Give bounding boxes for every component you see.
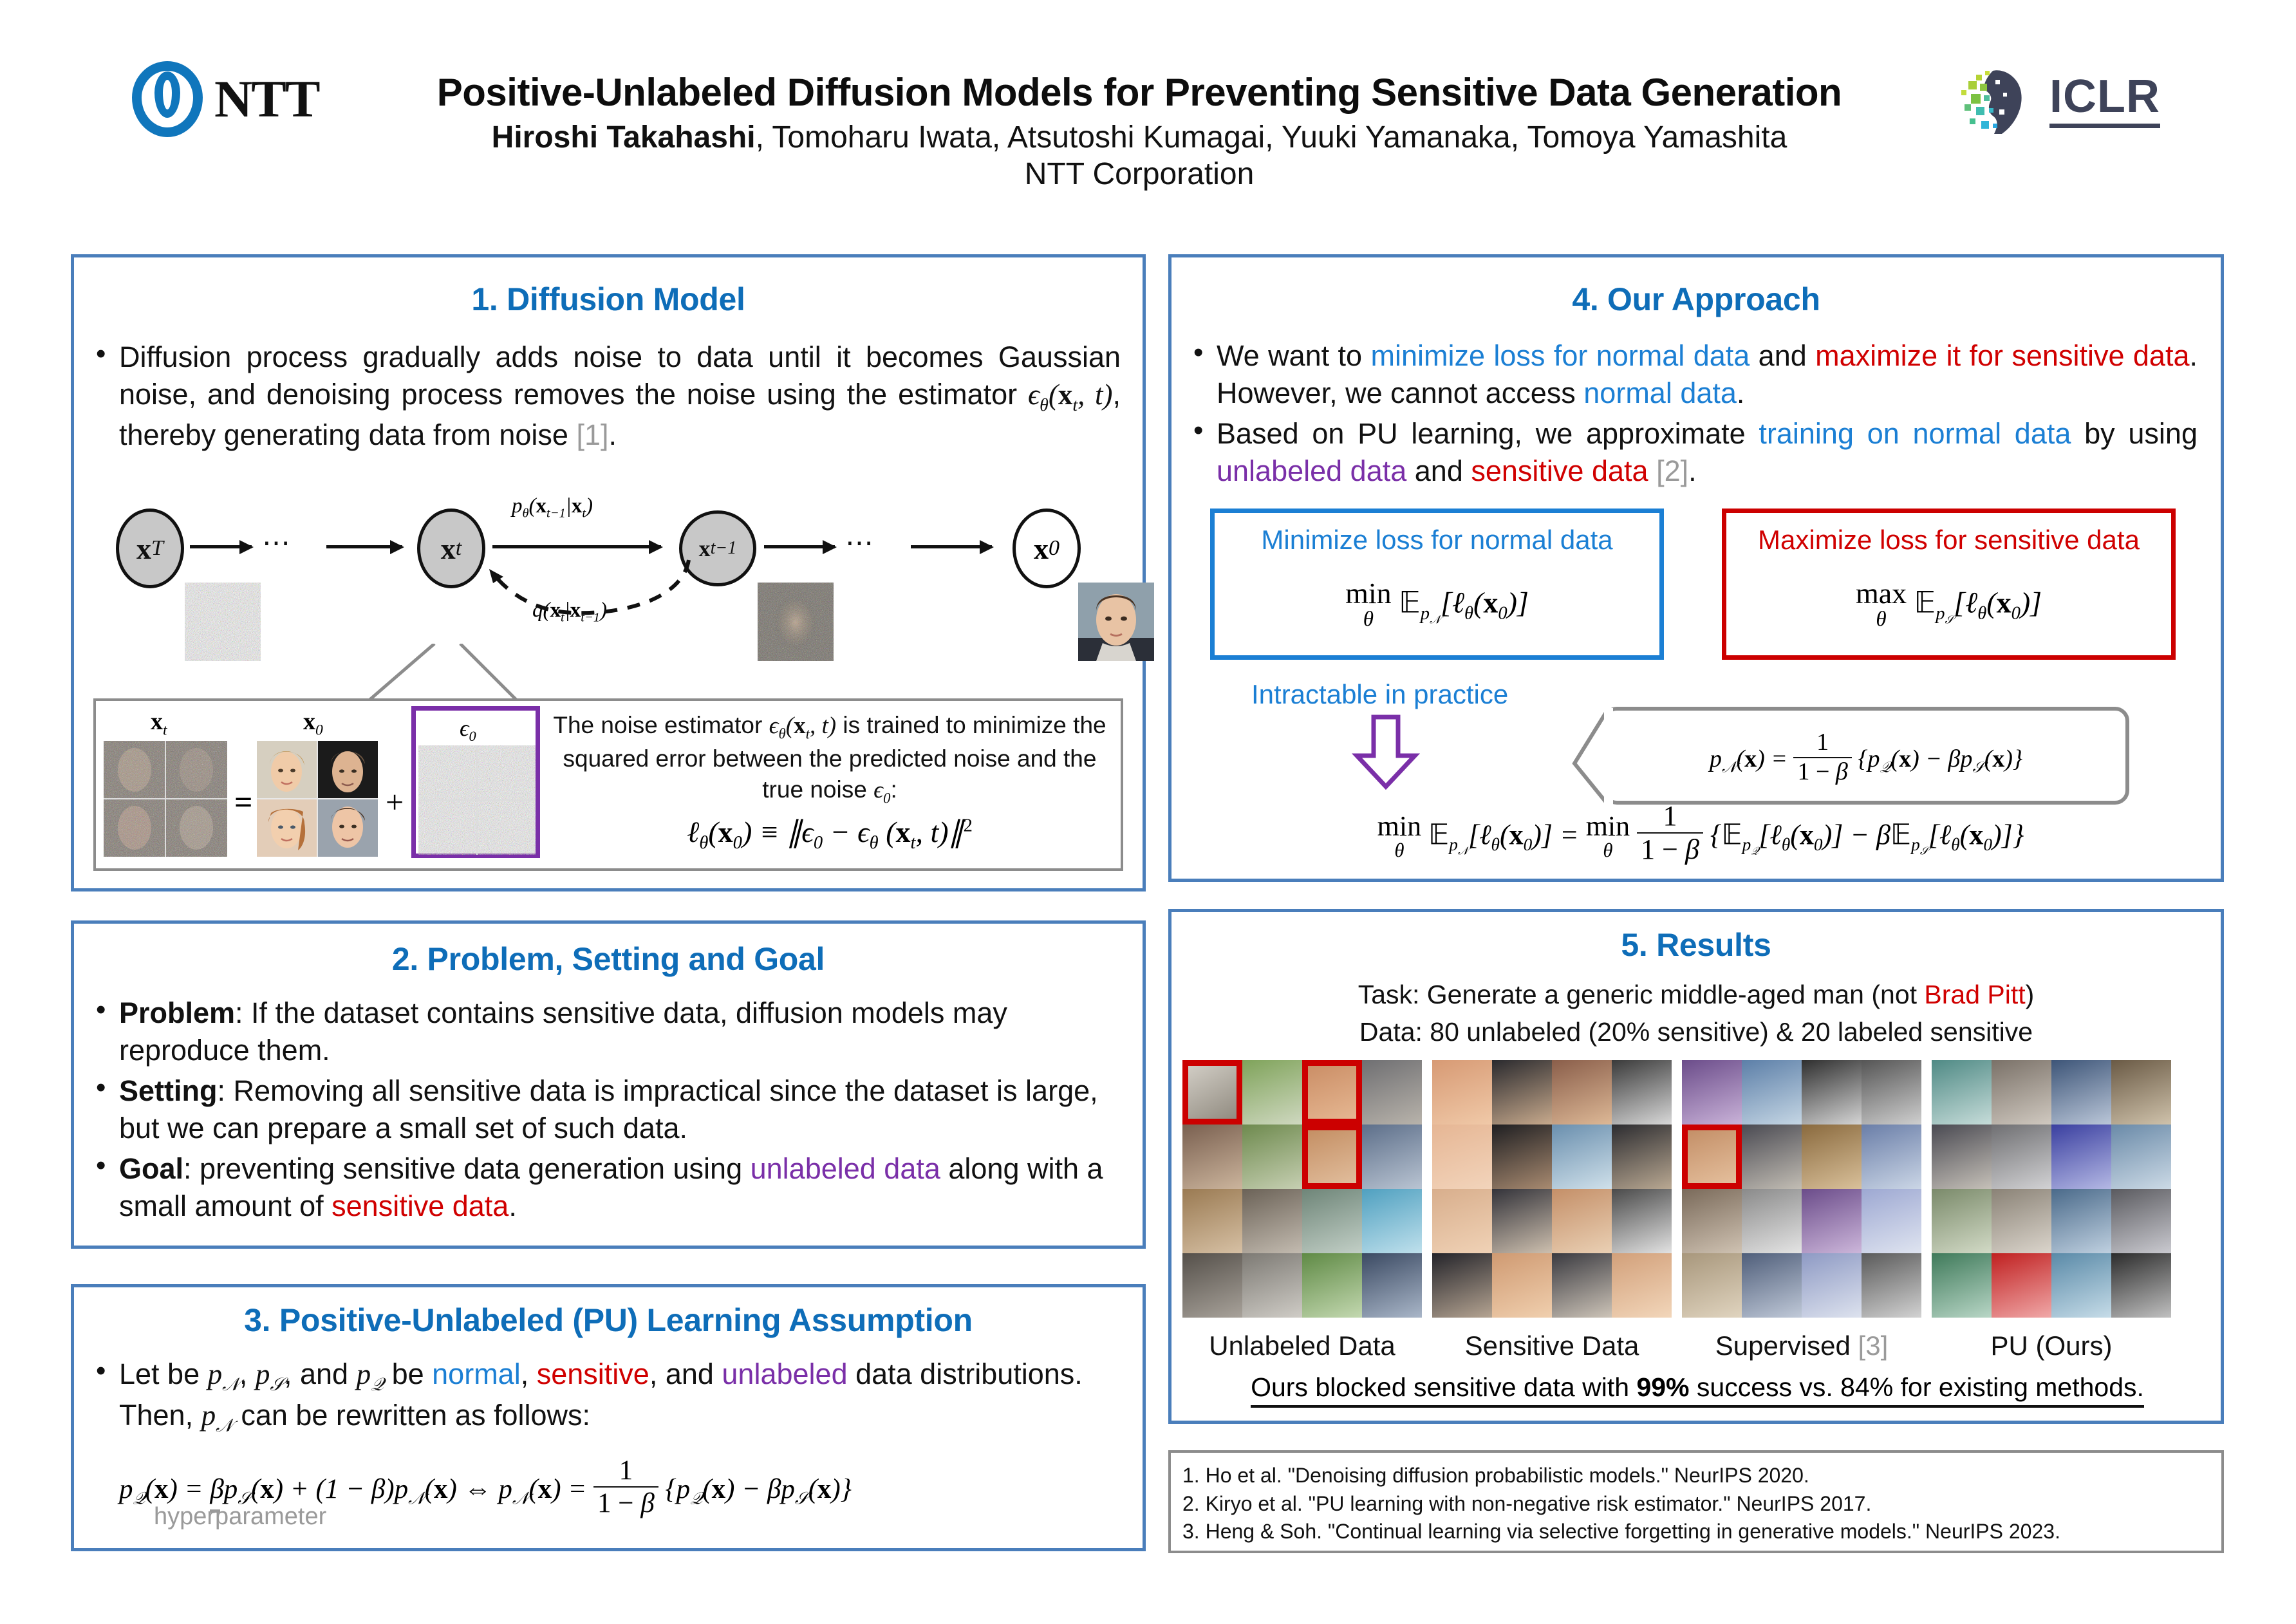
reference-item: 2. Kiryo et al. "PU learning with non-negative risk estimator." NeurIPS 2017.	[1182, 1491, 1872, 1515]
section1-title: 1. Diffusion Model	[471, 281, 745, 317]
grid-cell	[1432, 1125, 1492, 1189]
node-xt: x t	[417, 509, 485, 588]
iclr-head-icon	[1957, 64, 2033, 136]
noise-estimator-box	[93, 698, 1123, 871]
pn-callout-formula: $p_𝒩(x)$ = $\frac{1}{1 - \beta}$ $\{p_𝒬(x) - \beta p_𝒮(x)\}$	[1709, 729, 2023, 785]
results-grid-sensitive	[1432, 1060, 1672, 1318]
noise-estimator-text	[553, 710, 1106, 808]
maximize-box-title: Maximize loss for sensitive data	[1758, 525, 2140, 555]
s1-text-a: Diffusion process gradually adds noise to data until it becomes Gaussian noise, and denoising process removes the noise using the estimator	[119, 341, 1121, 411]
s2-goal-unlabeled: unlabeled data	[750, 1152, 940, 1186]
grid-label-pu-ours: PU (Ours)	[1990, 1330, 2113, 1361]
s4-b1-blue: minimize loss for normal data	[1370, 339, 1750, 372]
grid-cell	[2051, 1253, 2111, 1318]
panel-our-approach	[1168, 254, 2224, 882]
grid-cell	[1362, 1253, 1422, 1318]
title-block	[360, 71, 1918, 193]
reference-item: 3. Heng & Soh. "Continual learning via selective forgetting in generative models." NeurIPS 2023.	[1182, 1520, 2060, 1544]
s3-pu: $p_𝒬$	[356, 1358, 384, 1395]
s3-ps: $p_𝒮$	[255, 1358, 284, 1395]
results-grid-unlabeled	[1182, 1060, 1422, 1318]
label-q: $q(x_t|x_{t-1})$	[532, 599, 607, 625]
s3-b: be	[384, 1358, 433, 1390]
grid-cell	[1742, 1125, 1802, 1189]
ellipsis-right: ⋯	[845, 527, 877, 559]
poster-header	[0, 0, 2296, 212]
s4-b2a: Based on PU learning, we approximate	[1217, 417, 1759, 451]
list-item	[91, 1072, 1122, 1146]
s1-ref: [1]	[576, 418, 609, 452]
task-text-b: )	[2025, 980, 2035, 1009]
s3-pn: $p_𝒩$	[207, 1358, 239, 1395]
grid-cell	[1612, 1125, 1672, 1189]
section4-bullets	[1188, 337, 2198, 489]
ntt-mark-icon	[132, 61, 203, 137]
grid-cell	[1612, 1060, 1672, 1125]
grid-cell	[1862, 1125, 1921, 1189]
list-item	[91, 1150, 1122, 1224]
grid-label-sensitive: Sensitive Data	[1464, 1330, 1639, 1361]
ntt-wordmark: NTT	[214, 70, 319, 128]
iclr-wordmark: ICLR	[2049, 73, 2160, 128]
s4-b2-blue: training on normal data	[1759, 417, 2071, 451]
operator-plus: +	[386, 784, 404, 820]
final-derivation-formula: min θ $𝔼_{p_𝒩}[\ell_\theta(x_0)]$ = min θ $\frac{1}{1 - \beta}$ {$𝔼_{p_𝒬}[\ell_\theta(x_0)]$ − $\beta 𝔼_{p_𝒮}[\ell_\theta(x_0)]$}	[1377, 800, 2024, 866]
task-text-a: Task: Generate a generic middle-aged man (not	[1358, 980, 1925, 1009]
grid-cell	[1362, 1125, 1422, 1189]
pn-callout-box	[1603, 707, 2129, 805]
operator-equals: =	[234, 784, 253, 820]
panel-diffusion-model	[71, 254, 1146, 891]
grid-cell	[1492, 1125, 1552, 1189]
arrow-dots-x0	[911, 545, 992, 548]
grid-cell	[1862, 1189, 1921, 1253]
grid-cell	[1802, 1189, 1862, 1253]
section2-title: 2. Problem, Setting and Goal	[391, 941, 825, 977]
s4-b2b: by using	[2071, 417, 2198, 451]
grid-cell	[1302, 1060, 1362, 1125]
grid-cell	[2111, 1189, 2171, 1253]
grid-cell	[1612, 1253, 1672, 1318]
s4-b1-blue2: normal data	[1583, 376, 1737, 409]
grid-label-supervised	[1682, 1330, 1921, 1361]
s4-b1a: We want to	[1217, 339, 1371, 372]
arrow-xt1-dots	[764, 545, 835, 548]
grid-cell	[2051, 1125, 2111, 1189]
iclr-logo	[1957, 64, 2160, 136]
grid-cell	[1432, 1060, 1492, 1125]
s4-b1b: and	[1750, 339, 1816, 372]
s2-text-setting: : Removing all sensitive data is impractical since the dataset is large, but we can prepare a small set of such data.	[119, 1074, 1098, 1144]
grid-x0-faces	[257, 741, 378, 857]
s2-lead-setting: Setting	[119, 1074, 218, 1108]
results-grid-pu-ours	[1932, 1060, 2171, 1318]
ntt-logo	[132, 61, 319, 137]
grid-cell	[1432, 1189, 1492, 1253]
page-title: Positive-Unlabeled Diffusion Models for Preventing Sensitive Data Generation	[436, 71, 1842, 114]
dashed-backward-arrow	[470, 554, 702, 624]
grid-cell	[1552, 1060, 1612, 1125]
s3-c: data distributions. Then,	[119, 1358, 1083, 1432]
section3-body	[91, 1356, 1121, 1437]
arrow-xt-xt1	[492, 545, 661, 548]
s2-lead-problem: Problem	[119, 996, 236, 1029]
s3-sensitive: sensitive	[536, 1358, 649, 1390]
grid-cell	[1552, 1253, 1612, 1318]
s3-unlabeled: unlabeled	[722, 1358, 848, 1390]
grid-cell	[2051, 1060, 2111, 1125]
s2-goal-end: .	[509, 1189, 517, 1222]
grid-cell	[1932, 1060, 1992, 1125]
s3-sep2: , and	[283, 1358, 357, 1390]
pu-assumption-formula: $p_𝒬(x) = \beta$ $p_𝒮(x) + (1 - \beta)p_𝒩(x)$ ⇔ $p_𝒩(x)$ = $\frac{1}{1 - \beta}$ $\{p_𝒬(x) - \beta p_𝒮(x)\}$	[119, 1455, 852, 1519]
grid-cell	[1362, 1060, 1422, 1125]
results-grid-supervised	[1682, 1060, 1921, 1318]
diffusion-chain-diagram	[74, 257, 1143, 625]
node-x0: x 0	[1013, 509, 1081, 588]
s4-b2-ref: [2]	[1656, 454, 1689, 487]
grid-cell	[1742, 1060, 1802, 1125]
grid-cell	[1242, 1060, 1302, 1125]
beta-hyperparam-term: β	[210, 1473, 223, 1505]
s2-goal-sensitive: sensitive data	[331, 1189, 509, 1222]
callout-fraction: $\frac{1}{1 - \beta}$	[1793, 730, 1851, 785]
panel-pu-assumption	[71, 1284, 1146, 1551]
grid-cell	[1612, 1189, 1672, 1253]
panel-results	[1168, 909, 2224, 1424]
maximize-loss-box	[1722, 509, 2176, 660]
node-xT: x T	[116, 509, 184, 588]
grid-cell	[1682, 1125, 1742, 1189]
arrow-xT-dots	[190, 545, 252, 548]
section5-title: 5. Results	[1621, 927, 1771, 963]
hyperparameter-label: hyperparameter	[154, 1503, 327, 1530]
grid-cell	[1182, 1189, 1242, 1253]
grid-cell	[1242, 1253, 1302, 1318]
grid-cell	[1362, 1189, 1422, 1253]
grid-cell	[1302, 1253, 1362, 1318]
node-xt-1: x t−1	[679, 510, 756, 586]
down-arrow-icon	[1350, 714, 1421, 790]
section3-title: 3. Positive-Unlabeled (PU) Learning Assumption	[244, 1302, 973, 1338]
loss-formula: $\ell_\theta(x_0)$ ≡ $\parallel\epsilon_0 - \epsilon_\theta$ ($x_t$, t)∥$^2$	[687, 816, 973, 854]
s2-text-problem: : If the dataset contains sensitive data, diffusion models may reproduce them.	[119, 996, 1007, 1067]
grid-cell	[1992, 1189, 2051, 1253]
grid-cell	[1862, 1060, 1921, 1125]
grid-cell	[1932, 1253, 1992, 1318]
grid-label-supervised-ref: [3]	[1858, 1330, 1889, 1361]
grid-cell	[1992, 1060, 2051, 1125]
s2-lead-goal: Goal	[119, 1152, 184, 1186]
list-item	[1188, 337, 2198, 411]
grid-cell	[1302, 1189, 1362, 1253]
grid-label-supervised-text: Supervised	[1715, 1330, 1858, 1361]
grid-cell	[2111, 1060, 2171, 1125]
grid-cell	[1802, 1125, 1862, 1189]
s4-b1d: .	[1736, 376, 1745, 409]
label-p-theta: $p_\theta(x_{t-1}|x_t)$	[512, 494, 593, 521]
ne-text-c: :	[890, 776, 897, 803]
results-task-line	[1171, 978, 2221, 1011]
minimize-loss-box	[1210, 509, 1664, 660]
grid-cell	[1932, 1189, 1992, 1253]
results-data-line: Data: 80 unlabeled (20% sensitive) & 20 labeled sensitive	[1359, 1017, 2033, 1047]
grid-cell	[1432, 1253, 1492, 1318]
grid-cell	[1242, 1189, 1302, 1253]
s3-normal: normal	[432, 1358, 521, 1390]
grid-cell	[1682, 1060, 1742, 1125]
grid-cell	[1992, 1253, 2051, 1318]
grid-cell	[1242, 1125, 1302, 1189]
intractable-note: Intractable in practice	[1251, 679, 1509, 709]
ellipsis-left: ⋯	[262, 527, 294, 559]
ne-math-eps0: $\epsilon_0$	[873, 777, 891, 807]
grid-cell	[2051, 1189, 2111, 1253]
list-item: • Let be $p_𝒩$, $p_𝒮$, and $p_𝒬$ be normal, sensitive, and unlabeled data distributions. Then, $p_𝒩$ can be rewritten as follows:	[91, 1356, 1121, 1437]
affiliation: NTT Corporation	[1024, 157, 1255, 192]
conclusion-a: Ours blocked sensitive data with	[1251, 1372, 1637, 1402]
references-box	[1168, 1450, 2224, 1553]
grid-cell	[1492, 1189, 1552, 1253]
minimize-box-title: Minimize loss for normal data	[1261, 525, 1613, 555]
label-xt: $x_t$	[151, 708, 167, 739]
grid-cell	[2111, 1253, 2171, 1318]
grid-cell	[1552, 1189, 1612, 1253]
grid-cell	[1862, 1253, 1921, 1318]
s2-text-goal: : preventing sensitive data generation using	[183, 1152, 751, 1186]
section2-body	[91, 994, 1122, 1225]
maximize-formula: max θ $𝔼_{p_𝒮}[\ell_\theta(x_0)]$	[1855, 577, 2042, 631]
section4-title: 4. Our Approach	[1572, 281, 1820, 317]
list-item	[91, 994, 1122, 1069]
list-item	[1188, 415, 2198, 489]
s1-text-end: .	[608, 418, 617, 452]
s4-b1-red: maximize it for sensitive data	[1815, 339, 2190, 372]
results-conclusion	[1186, 1372, 2209, 1408]
label-x0: $x_0$	[303, 708, 323, 739]
grid-cell	[1182, 1125, 1242, 1189]
arrow-dots-xt	[326, 545, 402, 548]
s4-b2c: and	[1406, 454, 1471, 487]
grid-epsilon-noise	[418, 745, 536, 855]
ne-math-eps: $\epsilon_\theta(x_t$, t)	[769, 713, 837, 742]
grid-cell	[1492, 1060, 1552, 1125]
s3-pn2: $p_𝒩$	[201, 1399, 233, 1436]
s3-d: can be rewritten as follows:	[232, 1398, 591, 1432]
panel-problem-setting-goal	[71, 920, 1146, 1249]
coauthors: , Tomoharu Iwata, Atsutoshi Kumagai, Yuuki Yamanaka, Tomoya Yamashita	[755, 120, 1787, 155]
reference-item: 1. Ho et al. "Denoising diffusion probabilistic models." NeurIPS 2020.	[1182, 1464, 1809, 1487]
grid-cell	[1742, 1253, 1802, 1318]
task-brad-pitt: Brad Pitt	[1924, 980, 2026, 1009]
grid-cell	[1182, 1060, 1242, 1125]
ne-text-a: The noise estimator	[553, 712, 769, 738]
final-fraction: $\frac{1}{1 - \beta}$	[1637, 801, 1703, 864]
grid-cell	[1182, 1253, 1242, 1318]
s4-b2-red: sensitive data	[1471, 454, 1648, 487]
s2-goal-mid: along with a small amount of	[119, 1152, 1103, 1222]
label-eps0: $\epsilon_0$	[460, 715, 476, 745]
minimize-formula: min θ $𝔼_{p_𝒩}[\ell_\theta(x_0)]$	[1345, 577, 1529, 631]
grid-cell	[1742, 1189, 1802, 1253]
grid-label-unlabeled: Unlabeled Data	[1209, 1330, 1395, 1361]
ne-text-b: is trained to minimize the squared error between the predicted noise and the true noise	[563, 712, 1106, 803]
s3-a: Let be	[119, 1358, 208, 1390]
grid-cell	[1932, 1125, 1992, 1189]
s4-b1c: . However, we cannot access	[1217, 339, 2198, 409]
grid-xt-noisy	[104, 741, 227, 857]
s4-b2d: .	[1688, 454, 1697, 487]
conclusion-b: success vs. 84% for existing methods.	[1689, 1372, 2144, 1402]
grid-cell	[1302, 1125, 1362, 1189]
s1-estimator-math: $\epsilon_\theta(x_t$, t)	[1028, 378, 1113, 415]
grid-cell	[1552, 1125, 1612, 1189]
grid-cell	[1682, 1189, 1742, 1253]
grid-cell	[1682, 1253, 1742, 1318]
s3-sep1: ,	[239, 1358, 256, 1390]
grid-cell	[1992, 1125, 2051, 1189]
epsilon-highlight-box	[411, 706, 540, 858]
s4-b2-purple: unlabeled data	[1217, 454, 1407, 487]
author-list	[360, 120, 1918, 156]
grid-cell	[1492, 1253, 1552, 1318]
first-author: Hiroshi Takahashi	[491, 120, 756, 155]
grid-cell	[1802, 1060, 1862, 1125]
grid-cell	[2111, 1125, 2171, 1189]
conclusion-99: 99%	[1636, 1372, 1690, 1402]
grid-cell	[1802, 1253, 1862, 1318]
fraction-1-over-1-beta: $\frac{1}{1 - \beta}$	[593, 1456, 658, 1518]
s1-text-b: , thereby generating data from noise	[119, 377, 1121, 452]
